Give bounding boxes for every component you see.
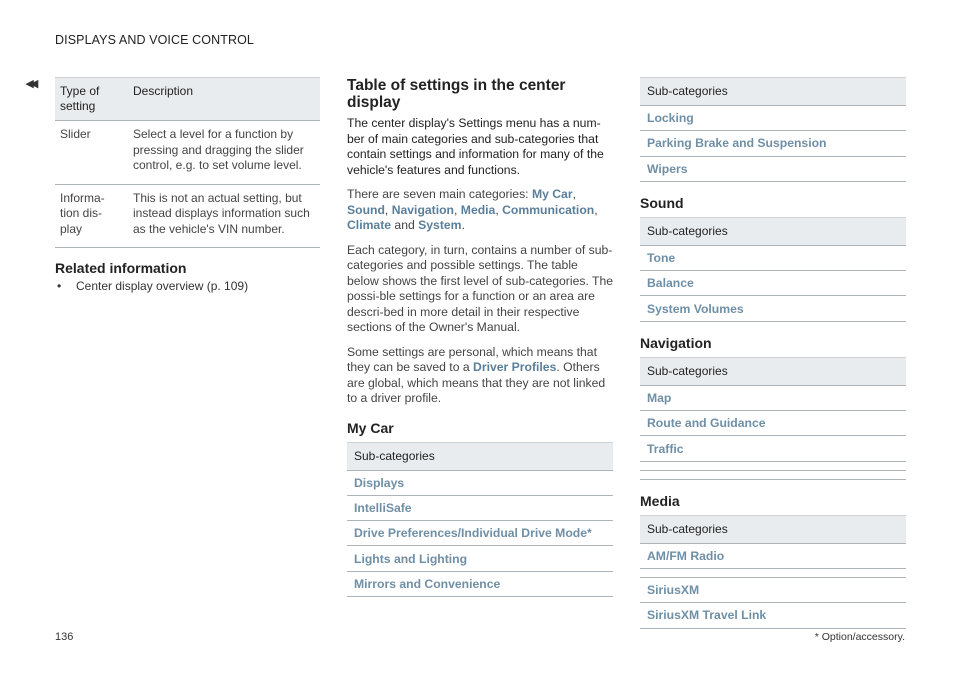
table-row (640, 577, 906, 602)
sub-category-item[interactable]: System Volumes (640, 296, 906, 321)
page-number: 136 (55, 631, 74, 643)
table-row (640, 411, 906, 436)
table-row (640, 131, 906, 156)
sound-table (640, 217, 906, 322)
sep: , (384, 202, 392, 217)
header-description: Description (128, 78, 320, 121)
empty-cell (640, 461, 906, 470)
table-row (347, 546, 613, 571)
table-row (55, 184, 320, 248)
table-row (640, 271, 906, 296)
bullet-icon: • (57, 279, 62, 293)
row-type: Informa-tion dis-play (55, 184, 128, 248)
table-row (640, 156, 906, 181)
setting-types-table (55, 77, 320, 248)
table-row (55, 121, 320, 185)
table-row-empty (640, 568, 906, 577)
sub-category-item[interactable]: Traffic (640, 436, 906, 461)
my-car-table (347, 442, 613, 597)
page-header-title: DISPLAYS AND VOICE CONTROL (55, 33, 254, 47)
navigation-heading: Navigation (640, 334, 712, 351)
sub-category-item[interactable]: Map (640, 385, 906, 410)
main-categories-paragraph (347, 187, 613, 234)
media-heading: Media (640, 492, 680, 509)
category-sound[interactable]: Sound (347, 202, 385, 217)
intro-paragraph: The center display's Settings menu has a num-ber of main categories and sub-categories that contain settings and information for many of the vehicle's features and functions. (347, 116, 604, 177)
sub-category-item[interactable]: Locking (640, 106, 906, 131)
my-car-heading: My Car (347, 419, 394, 436)
related-information-heading: Related information (55, 260, 187, 276)
sep: , (572, 187, 576, 201)
back-arrows-icon[interactable]: ◂◂ (26, 75, 36, 92)
sub-category-item[interactable]: Parking Brake and Suspension (640, 131, 906, 156)
sub-category-item[interactable]: IntelliSafe (347, 495, 613, 520)
sub-category-item[interactable]: Wipers (640, 156, 906, 181)
table-row (640, 543, 906, 568)
sub-category-item[interactable]: Drive Preferences/Individual Drive Mode* (347, 521, 613, 546)
left-column (55, 77, 320, 293)
para-text: Some settings are personal, which means that they can be saved to a (347, 344, 597, 374)
section-title: Table of settings in the center display (347, 77, 566, 111)
table-row (640, 436, 906, 461)
empty-cell (640, 470, 906, 479)
table-row (347, 495, 613, 520)
personal-settings-paragraph (347, 345, 613, 407)
sub-categories-paragraph: Each category, in turn, contains a number of sub-categories and possible settings. The table below shows the first level of sub-categories. The possi-ble settings for a function or an area are descri-bed in more detail in their respective sections of the Owner's Manual. (347, 242, 614, 334)
related-link-text[interactable]: Center display overview (p. 109) (76, 279, 249, 293)
sub-category-item[interactable]: Displays (347, 470, 613, 495)
sub-category-item[interactable]: Lights and Lighting (347, 546, 613, 571)
table-row-empty (640, 470, 906, 479)
para-text: There are seven main categories: (347, 187, 532, 201)
row-type: Slider (55, 121, 128, 185)
sub-categories-header: Sub-categories (640, 357, 906, 385)
sub-category-item[interactable]: Mirrors and Convenience (347, 571, 613, 596)
table-row (640, 296, 906, 321)
sep: , (454, 202, 461, 217)
sub-category-item[interactable]: SiriusXM (640, 577, 906, 602)
sub-categories-header: Sub-categories (347, 442, 613, 470)
related-link[interactable] (55, 279, 320, 293)
sub-category-item[interactable]: Route and Guidance (640, 411, 906, 436)
table-row (640, 245, 906, 270)
and: and (391, 218, 419, 232)
row-description: This is not an actual setting, but instead displays information such as the vehicle's VIN number. (128, 184, 320, 248)
table-row (640, 106, 906, 131)
middle-column (347, 77, 613, 597)
sub-category-item[interactable]: Tone (640, 245, 906, 270)
navigation-table (640, 357, 906, 480)
table-row (640, 385, 906, 410)
sub-category-item[interactable]: AM/FM Radio (640, 543, 906, 568)
footnote: * Option/accessory. (814, 631, 905, 643)
header-type: Type of setting (55, 78, 128, 121)
sub-category-item[interactable]: SiriusXM Travel Link (640, 603, 906, 628)
sub-categories-header: Sub-categories (640, 78, 906, 106)
category-system[interactable]: System (418, 218, 462, 232)
category-media[interactable]: Media (460, 202, 496, 217)
table-row (347, 521, 613, 546)
table-row (347, 571, 613, 596)
row-description: Select a level for a function by pressing and dragging the slider control, e.g. to set volume level. (128, 121, 320, 185)
sound-heading: Sound (640, 194, 684, 211)
table-row-empty (640, 461, 906, 470)
sub-categories-header: Sub-categories (640, 515, 906, 543)
sub-categories-header: Sub-categories (640, 217, 906, 245)
sep: , (594, 202, 598, 217)
media-table (640, 515, 906, 629)
category-my-car[interactable]: My Car (531, 187, 573, 201)
category-climate[interactable]: Climate (347, 218, 392, 232)
sub-category-item[interactable]: Balance (640, 271, 906, 296)
table-row (640, 603, 906, 628)
sep: , (495, 202, 503, 217)
period: . (461, 218, 465, 232)
table-row (347, 470, 613, 495)
table-header-row (55, 78, 320, 121)
category-navigation[interactable]: Navigation (391, 202, 455, 217)
category-communication[interactable]: Communication (502, 202, 595, 217)
empty-cell (640, 568, 906, 577)
my-car-continued-table (640, 77, 906, 182)
para-text: . Others are global, which means that they are not linked to a driver profile. (347, 360, 606, 405)
right-column (640, 77, 906, 629)
driver-profiles-link[interactable]: Driver Profiles (473, 360, 557, 374)
